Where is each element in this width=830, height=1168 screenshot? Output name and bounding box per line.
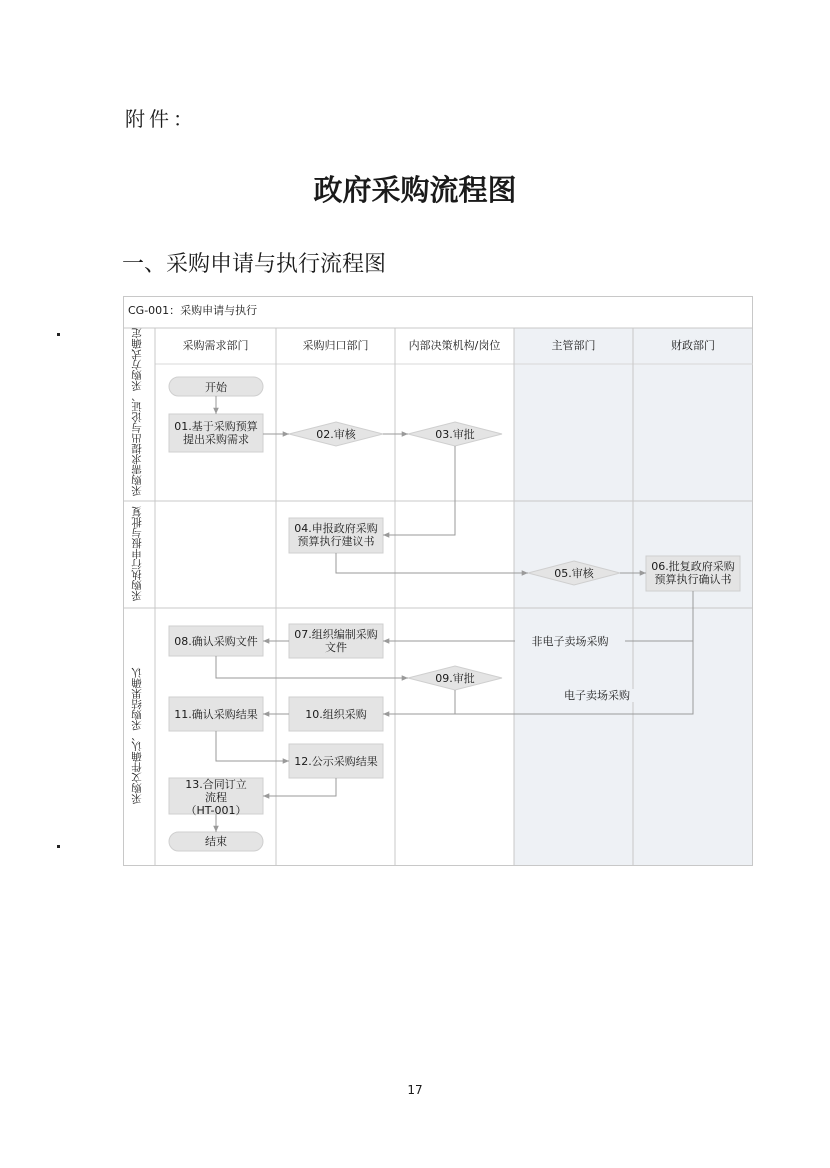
- scan-mark: [57, 845, 60, 848]
- phase-label-3: 采购文件确认、采购结果确认: [131, 667, 143, 805]
- procurement-flowchart: [123, 296, 753, 866]
- phase-label-2: 采购执行申报与批复: [131, 506, 143, 602]
- edge-03-04: [383, 446, 455, 535]
- node-04-label: 04.申报政府采购 预算执行建议书: [294, 522, 378, 548]
- edge-04-05: [336, 553, 528, 573]
- edge-label-non-electronic: 非电子卖场采购: [515, 635, 625, 648]
- node-03-label: 03.审批: [435, 428, 475, 441]
- attachment-label: 附件：: [125, 107, 197, 131]
- lane-header-decision: 内部决策机构/岗位: [408, 339, 501, 352]
- edge-12-13: [263, 778, 336, 796]
- node-02-label: 02.审核: [316, 428, 356, 441]
- node-13-label: 13.合同订立 流程 （HT-001）: [185, 778, 247, 817]
- node-10-label: 10.组织采购: [305, 708, 367, 721]
- lane-header-finance: 财政部门: [671, 339, 715, 352]
- node-09-label: 09.审批: [435, 672, 475, 685]
- node-05-label: 05.审核: [554, 567, 594, 580]
- node-11-label: 11.确认采购结果: [174, 708, 258, 721]
- node-01-label: 01.基于采购预算 提出采购需求: [174, 420, 258, 446]
- lane-header-demand: 采购需求部门: [182, 339, 249, 352]
- node-07-label: 07.组织编制采购 文件: [294, 628, 378, 654]
- node-start-label: 开始: [205, 381, 227, 394]
- edge-08-09: [216, 656, 408, 678]
- node-end-label: 结束: [205, 835, 227, 848]
- lane-header-procurement: 采购归口部门: [302, 339, 369, 352]
- edge-11-12: [216, 731, 289, 761]
- section-title: 一、采购申请与执行流程图: [122, 252, 387, 277]
- edge-label-electronic: 电子卖场采购: [547, 689, 647, 702]
- node-06-label: 06.批复政府采购 预算执行确认书: [651, 560, 735, 586]
- document-title: 政府采购流程图: [313, 173, 517, 207]
- node-12-label: 12.公示采购结果: [294, 755, 378, 768]
- lane-shade-supervisor: [514, 328, 633, 866]
- lane-header-supervisor: 主管部门: [551, 339, 596, 352]
- chart-id: CG-001：采购申请与执行: [128, 304, 258, 317]
- scan-mark: [57, 333, 60, 336]
- phase-label-1: 采购需求提出与论证、采购方式确定: [131, 328, 143, 496]
- page-number: 17: [407, 1083, 423, 1097]
- node-08-label: 08.确认采购文件: [174, 635, 258, 648]
